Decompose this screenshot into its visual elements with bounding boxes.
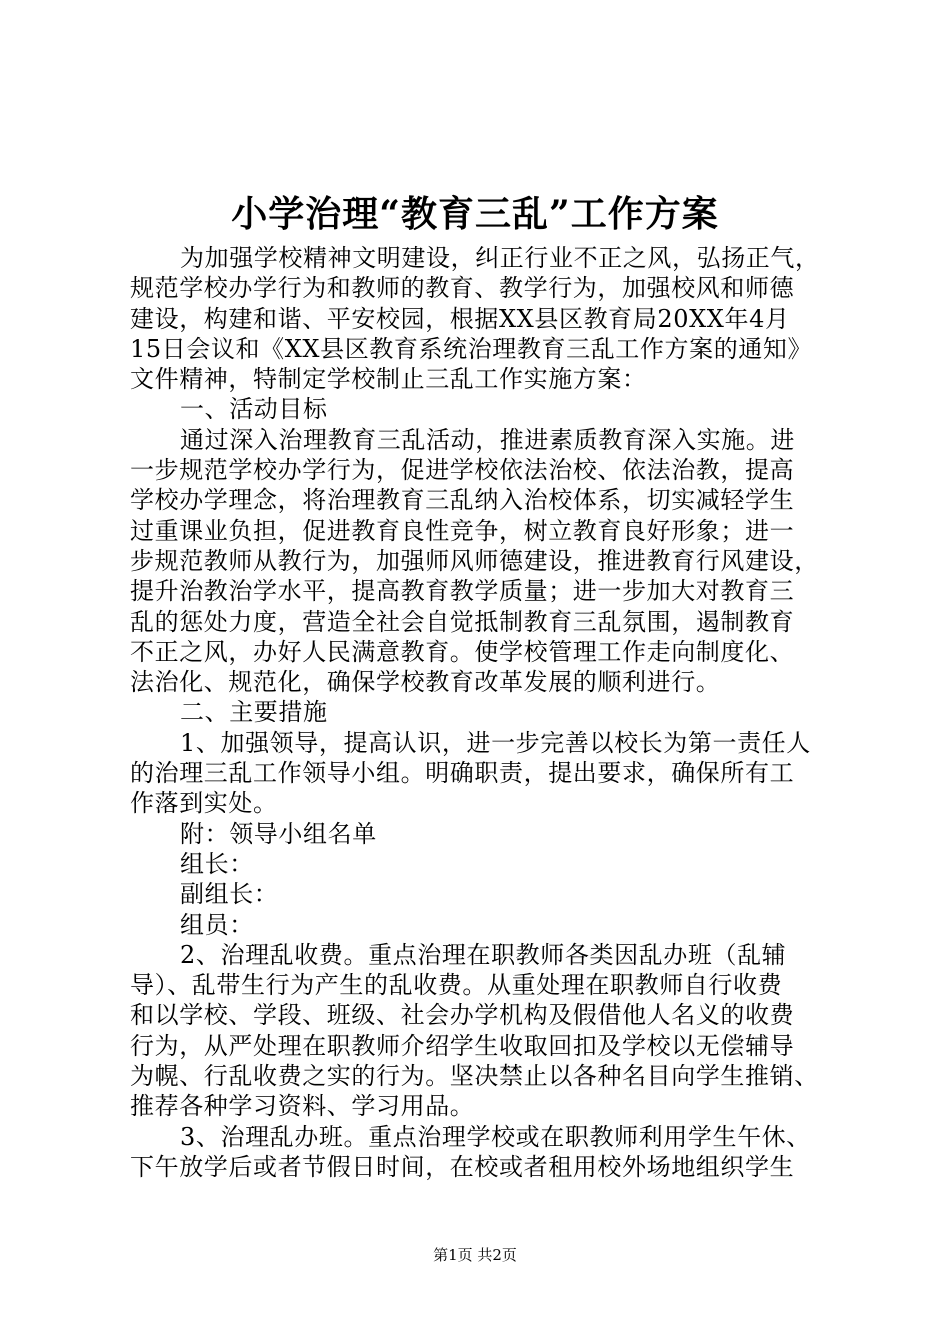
document-title: 小学治理“教育三乱”工作方案	[231, 193, 719, 235]
text-line: 步规范教师从教行为，加强师风师德建设，推进教育行风建设，	[130, 546, 819, 575]
text-line: 行为，从严处理在职教师介绍学生收取回扣及学校以无偿辅导	[130, 1031, 795, 1060]
text-line: 推荐各种学习资料、学习用品。	[130, 1092, 475, 1121]
text-line: 3、治理乱办班。重点治理学校或在职教师利用学生午休、	[180, 1122, 811, 1151]
text-line: 规范学校办学行为和教师的教育、教学行为，加强校风和师德	[130, 274, 795, 303]
document-body	[130, 243, 840, 1182]
text-line: 提升治教治学水平，提高教育教学质量；进一步加大对教育三	[130, 577, 795, 606]
text-line: 二、主要措施	[180, 698, 328, 727]
page-footer: 第1页 共2页	[433, 1246, 517, 1264]
text-line: 下午放学后或者节假日时间，在校或者租用校外场地组织学生	[130, 1152, 795, 1181]
text-line: 为幌、行乱收费之实的行为。坚决禁止以各种名目向学生推销、	[130, 1062, 819, 1091]
text-line: 学校办学理念，将治理教育三乱纳入治校体系，切实减轻学生	[130, 486, 795, 515]
text-line: 导）、乱带生行为产生的乱收费。从重处理在职教师自行收费	[130, 971, 783, 1000]
text-line: 乱的惩处力度，营造全社会自觉抵制教育三乱氛围，遏制教育	[130, 607, 795, 636]
text-line: 建设，构建和谐、平安校园，根据XX县区教育局20XX年4月	[130, 304, 790, 333]
text-line: 附：领导小组名单	[180, 819, 377, 848]
text-line: 不正之风，办好人民满意教育。使学校管理工作走向制度化、	[130, 637, 795, 666]
text-line: 一步规范学校办学行为，促进学校依法治校、依法治教，提高	[130, 456, 795, 485]
text-line: 的治理三乱工作领导小组。明确职责，提出要求，确保所有工	[130, 759, 795, 788]
text-line: 通过深入治理教育三乱活动，推进素质教育深入实施。进	[180, 425, 795, 454]
text-line: 组员：	[180, 910, 254, 939]
text-line: 组长：	[180, 849, 254, 878]
text-line: 和以学校、学段、班级、社会办学机构及假借他人名义的收费	[130, 1001, 795, 1030]
text-line: 为加强学校精神文明建设，纠正行业不正之风，弘扬正气，	[180, 244, 820, 272]
text-line: 副组长：	[180, 880, 279, 909]
text-line: 2、治理乱收费。重点治理在职教师各类因乱办班（乱辅	[180, 940, 787, 969]
text-line: 15日会议和《XX县区教育系统治理教育三乱工作方案的通知》	[130, 334, 813, 363]
text-line: 1、加强领导，提高认识，进一步完善以校长为第一责任人	[180, 728, 811, 757]
text-line: 作落到实处。	[130, 789, 278, 818]
text-line: 文件精神，特制定学校制止三乱工作实施方案：	[130, 365, 647, 394]
text-line: 一、活动目标	[180, 395, 328, 424]
text-line: 法治化、规范化，确保学校教育改革发展的顺利进行。	[130, 668, 721, 697]
text-line: 过重课业负担，促进教育良性竞争，树立教育良好形象；进一	[130, 516, 795, 545]
